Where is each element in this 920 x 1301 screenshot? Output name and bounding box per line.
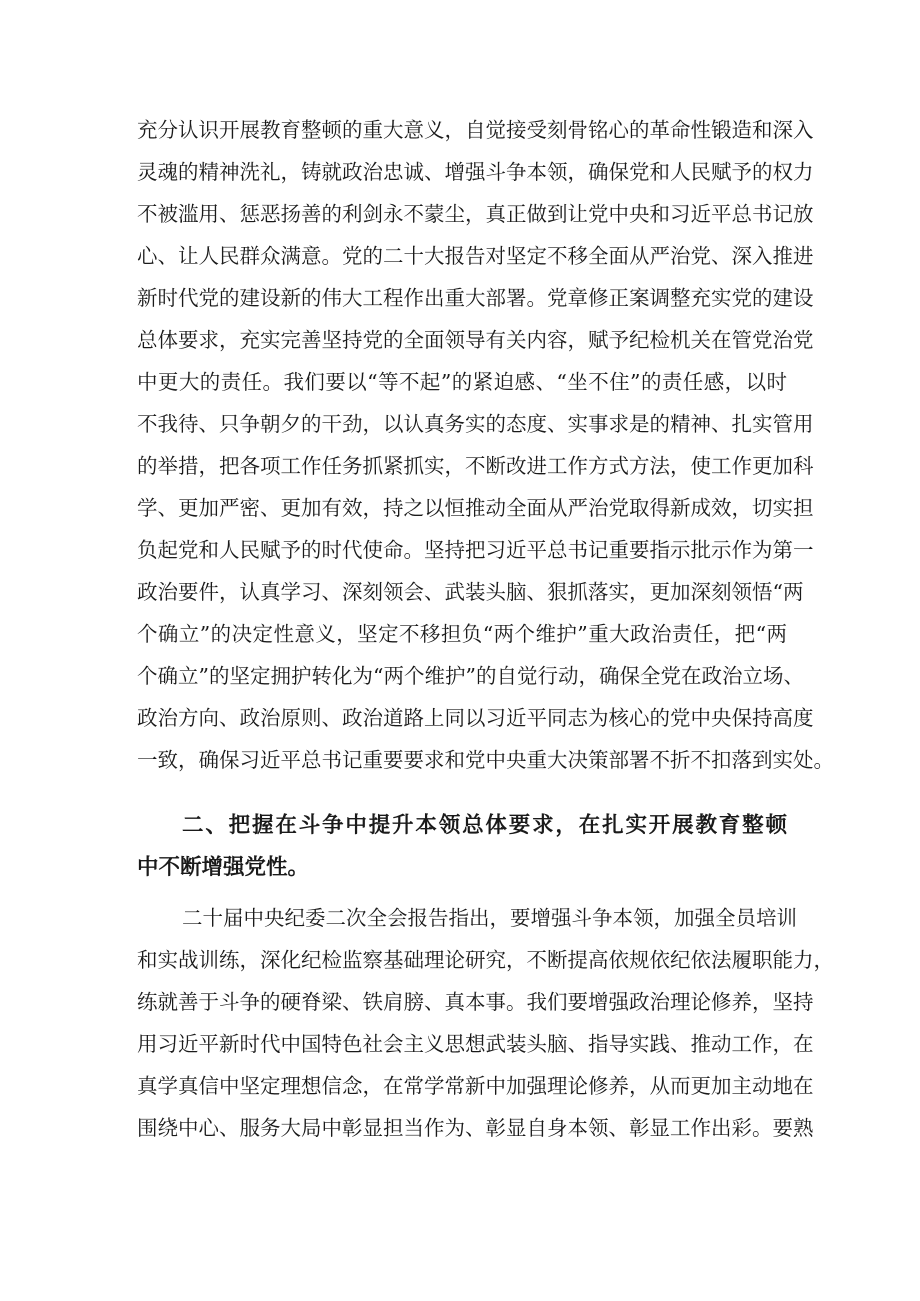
text-line: 围绕中心、服务大局中彰显担当作为、彰显自身本领、彰显工作出彩。要熟 xyxy=(137,1116,814,1140)
text-line: 个确立”的决定性意义，坚定不移担负“两个维护”重大政治责任，把“两 xyxy=(137,622,787,646)
text-line: 负起党和人民赋予的时代使命。坚持把习近平总书记重要指示批示作为第一 xyxy=(137,538,814,562)
text-line: 政治要件，认真学习、深刻领会、武装头脑、狠抓落实，更加深刻领悟“两 xyxy=(137,580,804,604)
text-line: 充分认识开展教育整顿的重大意义，自觉接受刻骨铭心的革命性锻造和深入 xyxy=(137,118,814,142)
text-line: 的举措，把各项工作任务抓紧抓实，不断改进工作方式方法，使工作更加科 xyxy=(137,454,814,478)
text-line: 练就善于斗争的硬脊梁、铁肩膀、真本事。我们要增强政治理论修养，坚持 xyxy=(137,990,814,1014)
text-line: 个确立”的坚定拥护转化为“两个维护”的自觉行动，确保全党在政治立场、 xyxy=(137,664,804,688)
text-line: 不被滥用、惩恶扬善的利剑永不蒙尘，真正做到让党中央和习近平总书记放 xyxy=(137,202,814,226)
text-line: 政治方向、政治原则、政治道路上同以习近平同志为核心的党中央保持高度 xyxy=(137,706,814,730)
text-line: 新时代党的建设新的伟大工程作出重大部署。党章修正案调整充实党的建设 xyxy=(137,286,814,310)
text-line: 用习近平新时代中国特色社会主义思想武装头脑、指导实践、推动工作，在 xyxy=(137,1032,814,1056)
text-line: 和实战训练，深化纪检监察基础理论研究，不断提高依规依纪依法履职能力， xyxy=(137,948,834,972)
text-line: 心、让人民群众满意。党的二十大报告对坚定不移全面从严治党、深入推进 xyxy=(137,244,814,268)
text-line: 灵魂的精神洗礼，铸就政治忠诚、增强斗争本领，确保党和人民赋予的权力 xyxy=(137,160,814,184)
text-line: 学、更加严密、更加有效，持之以恒推动全面从严治党取得新成效，切实担 xyxy=(137,496,814,520)
text-line: 一致，确保习近平总书记重要要求和党中央重大决策部署不折不扣落到实处。 xyxy=(137,748,834,772)
heading-line: 中不断增强党性。 xyxy=(137,855,310,880)
text-line: 不我待、只争朝夕的干劲，以认真务实的态度、实事求是的精神、扎实管用 xyxy=(137,412,814,436)
text-line: 中更大的责任。我们要以“等不起”的紧迫感、“坐不住”的责任感，以时 xyxy=(137,370,787,394)
text-line: 真学真信中坚定理想信念，在常学常新中加强理论修养，从而更加主动地在 xyxy=(137,1074,814,1098)
text-line: 二十届中央纪委二次全会报告指出，要增强斗争本领，加强全员培训 xyxy=(182,906,797,930)
heading-line: 二、把握在斗争中提升本领总体要求，在扎实开展教育整顿 xyxy=(182,813,787,838)
text-line: 总体要求，充实完善坚持党的全面领导有关内容，赋予纪检机关在管党治党 xyxy=(137,328,814,352)
